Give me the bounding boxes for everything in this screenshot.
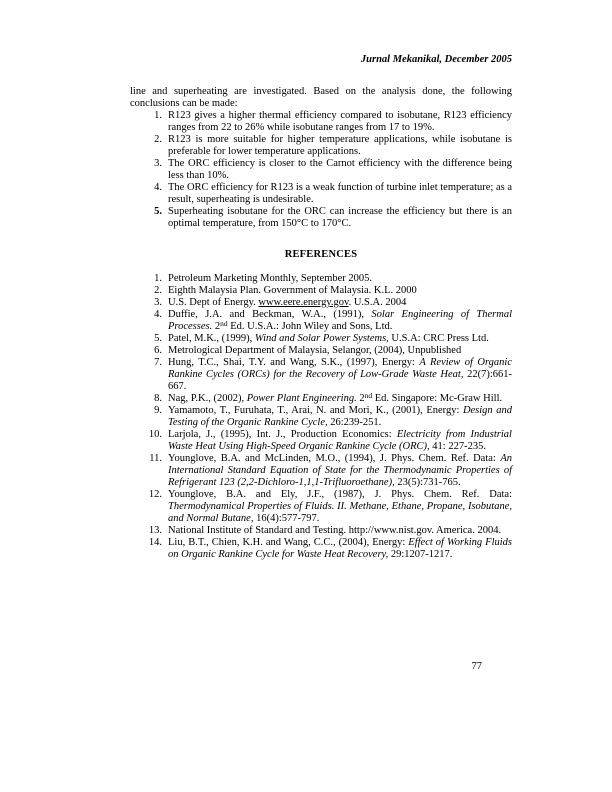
text-segment: 23(5):731-765. bbox=[394, 477, 461, 488]
item-text bbox=[168, 273, 512, 285]
item-number: 3. bbox=[154, 158, 162, 169]
text-segment: Younglove, B.A. and Ely, J.F., (1987), J. Phys. Chem. Ref. Data: bbox=[168, 489, 512, 500]
item-text bbox=[168, 429, 512, 453]
item-text bbox=[168, 110, 512, 134]
item-number: 2. bbox=[154, 134, 162, 145]
reference-item bbox=[130, 273, 512, 285]
url-text: www.eere.energy.gov bbox=[258, 297, 349, 308]
text-segment: 22(7):661-667. bbox=[168, 369, 512, 392]
reference-item bbox=[130, 390, 512, 405]
text-segment: 26:239-251. bbox=[327, 417, 382, 428]
item-text bbox=[168, 489, 512, 525]
text-segment: A Review of Organic Rankine Cycles (ORCs) for the Recovery of Low-Grade Waste Heat, bbox=[168, 357, 512, 380]
text-segment: Metrological Department of Malaysia, Selangor, (2004), Unpublished bbox=[168, 345, 462, 356]
item-number: 12. bbox=[148, 489, 162, 500]
text-segment: 16(4):577-797. bbox=[253, 513, 320, 524]
item-number: 13. bbox=[148, 525, 162, 536]
text-segment: Younglove, B.A. and McLinden, M.O., (1994), J. Phys. Chem. Ref. Data: bbox=[168, 453, 501, 464]
item-number: 6. bbox=[154, 345, 162, 356]
text-segment: Petroleum Marketing Monthly, September 2005. bbox=[168, 273, 373, 284]
item-number: 4. bbox=[154, 182, 162, 193]
conclusion-item bbox=[130, 206, 512, 230]
conclusion-item bbox=[130, 110, 512, 134]
item-text bbox=[168, 345, 512, 357]
item-number: 10. bbox=[148, 429, 162, 440]
reference-item bbox=[130, 537, 512, 561]
text-segment: U.S.A: CRC Press Ltd. bbox=[388, 333, 489, 344]
text-segment: The ORC efficiency for R123 is a weak function of turbine inlet temperature; as a result, superheating is undesirable. bbox=[168, 182, 512, 205]
conclusion-item bbox=[130, 134, 512, 158]
item-number: 14. bbox=[148, 537, 162, 548]
text-segment: An International Standard Equation of State for the Thermodynamic Properties of Refrigerant 123 (2,2-Dichloro-1,1,1-Trifluoroethane), bbox=[168, 453, 512, 488]
reference-item bbox=[130, 333, 512, 345]
item-text bbox=[168, 206, 512, 230]
item-number: 11. bbox=[149, 453, 162, 464]
item-text bbox=[168, 453, 512, 489]
text-segment: Patel, M.K., (1999), bbox=[168, 333, 255, 344]
text-segment: U.S. Dept of Energy. bbox=[168, 297, 259, 308]
reference-item bbox=[130, 345, 512, 357]
text-segment: Hung, T.C., Shai, T.Y. and Wang, S.K., (1997), Energy: bbox=[168, 357, 420, 368]
text-segment: nd bbox=[364, 390, 373, 400]
text-segment: Larjola, J., (1995), Int. J., Production Economics: bbox=[168, 429, 397, 440]
text-segment: nd bbox=[220, 318, 228, 328]
conclusion-item bbox=[130, 182, 512, 206]
reference-item bbox=[130, 297, 512, 309]
item-text bbox=[168, 390, 512, 405]
text-segment: Electricity from Industrial Waste Heat Using High-Speed Organic Rankine Cycle (ORC), bbox=[168, 429, 512, 452]
intro-paragraph: line and superheating are investigated. Based on the analysis done, the following conclusions can be made: bbox=[130, 86, 512, 109]
text-segment: Duffie, J.A. and Beckman, W.A., (1991), bbox=[168, 309, 372, 320]
text-segment: Effect of Working Fluids on Organic Rankine Cycle for Waste Heat Recovery, bbox=[168, 537, 513, 560]
reference-item bbox=[130, 357, 512, 393]
reference-item bbox=[130, 405, 512, 429]
item-number: 1. bbox=[154, 110, 162, 121]
text-segment: National Institute of Standard and Testing. http://www.nist.gov. America. 2004. bbox=[168, 525, 502, 536]
text-segment: The ORC efficiency is closer to the Carnot efficiency with the difference being less than 10%. bbox=[168, 158, 512, 181]
reference-item bbox=[130, 429, 512, 453]
item-text bbox=[168, 158, 512, 182]
text-segment: R123 is more suitable for higher temperature applications, while isobutane is preferable for lower temperature applications. bbox=[168, 134, 512, 157]
item-text bbox=[168, 333, 512, 345]
item-text bbox=[168, 297, 512, 309]
text-segment: . U.S.A. 2004 bbox=[348, 297, 407, 308]
references-list bbox=[130, 273, 512, 561]
item-number: 1. bbox=[154, 273, 162, 284]
item-number: 3. bbox=[154, 297, 162, 308]
text-segment: Liu, B.T., Chien, K.H. and Wang, C.C., (2004), Energy: bbox=[168, 537, 409, 548]
item-number: 5. bbox=[154, 206, 162, 217]
item-text bbox=[168, 182, 512, 206]
item-text bbox=[168, 357, 512, 393]
text-segment: Ed. Singapore: Mc-Graw Hill. bbox=[372, 393, 503, 404]
text-segment: Superheating isobutane for the ORC can increase the efficiency but there is an optimal temperature, from 150°C to 170°C. bbox=[168, 206, 512, 229]
item-text bbox=[168, 309, 512, 333]
conclusions-list bbox=[130, 110, 512, 230]
item-text bbox=[168, 525, 512, 537]
reference-item bbox=[130, 525, 512, 537]
text-segment: 2 bbox=[356, 393, 365, 404]
text-segment: Design and Testing of the Organic Rankine Cycle, bbox=[168, 405, 512, 428]
reference-item bbox=[130, 453, 512, 489]
item-number: 7. bbox=[154, 357, 162, 368]
reference-item bbox=[130, 309, 512, 333]
text-segment: Yamamoto, T., Furuhata, T., Arai, N. and Mori, K., (2001), Energy: bbox=[168, 405, 463, 416]
text-segment: Solar Engineering of Thermal Processes. bbox=[168, 309, 513, 332]
text-segment: Ed. U.S.A.: John Wiley and Sons, Ltd. bbox=[227, 321, 393, 332]
reference-item bbox=[130, 489, 512, 525]
item-number: 9. bbox=[154, 405, 162, 416]
text-segment: Nag, P.K., (2002), bbox=[168, 393, 247, 404]
text-segment: 29:1207-1217. bbox=[388, 549, 453, 560]
item-text bbox=[168, 405, 512, 429]
text-segment: 41: 227-235. bbox=[429, 441, 486, 452]
item-number: 2. bbox=[154, 285, 162, 296]
references-heading: REFERENCES bbox=[284, 249, 358, 260]
item-number: 8. bbox=[154, 393, 162, 404]
text-segment: Wind and Solar Power Systems, bbox=[254, 333, 389, 344]
text-segment: Power Plant Engineering. bbox=[246, 393, 357, 404]
text-segment: Eighth Malaysia Plan. Government of Malaysia. K.L. 2000 bbox=[168, 285, 417, 296]
reference-item bbox=[130, 285, 512, 297]
text-segment: 2 bbox=[212, 321, 221, 332]
item-number: 4. bbox=[154, 309, 162, 320]
item-text bbox=[168, 285, 512, 297]
item-text bbox=[168, 134, 512, 158]
item-text bbox=[168, 537, 512, 561]
page-number: 77 bbox=[471, 661, 482, 672]
text-segment: Thermodynamical Properties of Fluids. II. Methane, Ethane, Propane, Isobutane, and Normal Butane, bbox=[168, 501, 512, 524]
conclusion-item bbox=[130, 158, 512, 182]
item-number: 5. bbox=[154, 333, 162, 344]
journal-header: Jurnal Mekanikal, December 2005 bbox=[360, 54, 512, 65]
text-segment: R123 gives a higher thermal efficiency compared to isobutane, R123 efficiency ranges from 22 to 26% while isobutane ranges from 17 to 19%. bbox=[168, 110, 512, 133]
